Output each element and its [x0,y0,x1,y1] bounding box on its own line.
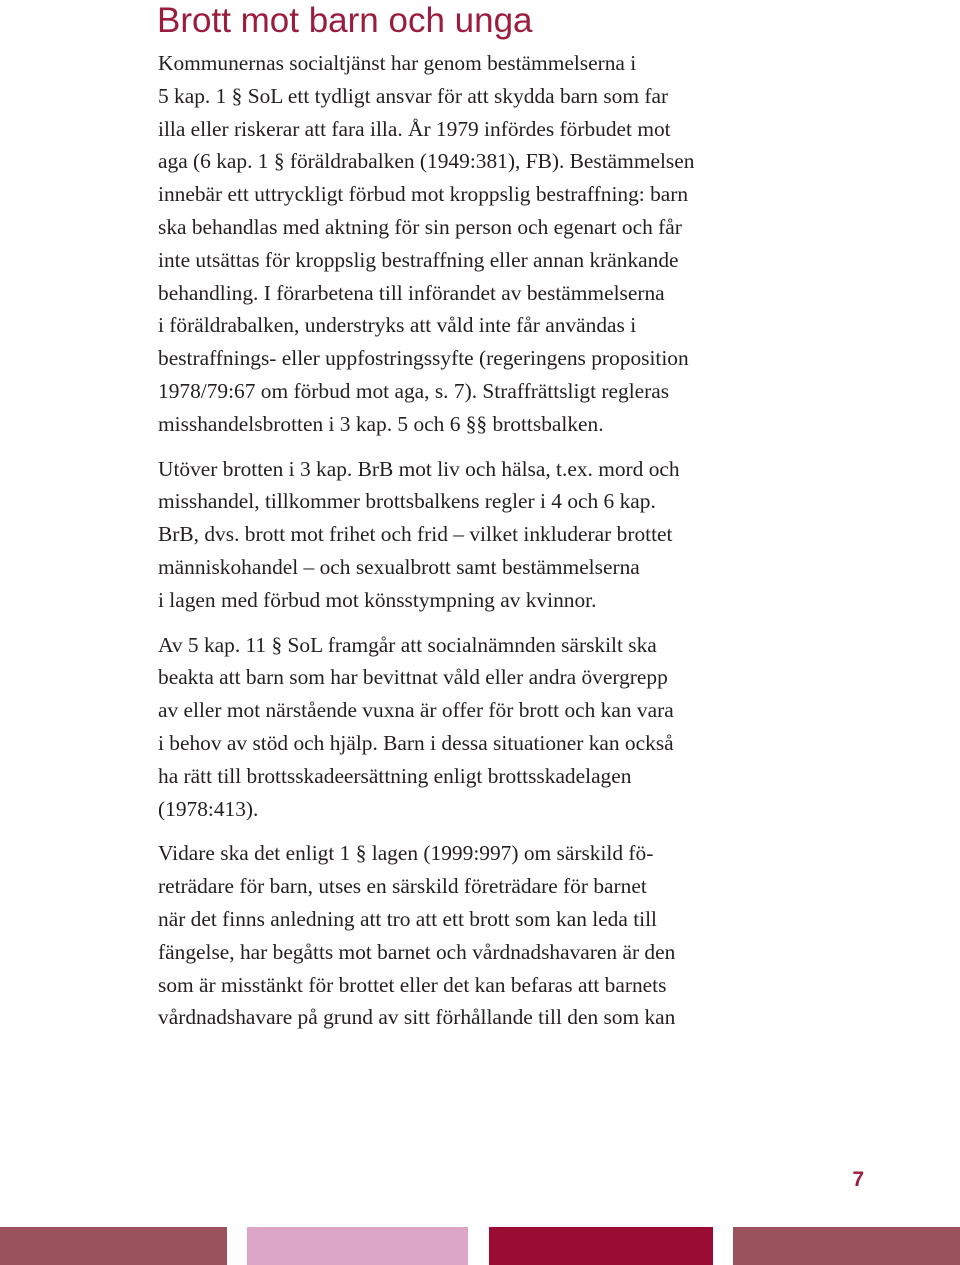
text-line: misshandelsbrotten i 3 kap. 5 och 6 §§ brottsbalken. [158,411,604,436]
footer-color-bar [0,1227,227,1265]
page-title: Brott mot barn och unga [157,1,533,40]
paragraph [158,629,818,826]
text-line: innebär ett uttryckligt förbud mot kroppslig bestraffning: barn [158,182,689,207]
text-line: Av 5 kap. 11 § SoL framgår att socialnämnden särskilt ska [158,632,657,657]
text-line: människohandel – och sexualbrott samt bestämmelserna [158,554,640,579]
text-line: aga (6 kap. 1 § föräldrabalken (1949:381), FB). Bestämmelsen [158,149,695,174]
text-line: beakta att barn som har bevittnat våld eller andra övergrepp [158,665,668,690]
footer-color-bar [733,1227,960,1265]
text-line: Vidare ska det enligt 1 § lagen (1999:997) om särskild fö- [158,841,654,866]
paragraph [158,837,818,1034]
text-line: 5 kap. 1 § SoL ett tydligt ansvar för att skydda barn som far [158,83,669,108]
footer-color-bar [489,1227,713,1265]
text-line: inte utsättas för kroppslig bestraffning eller annan kränkande [158,247,679,272]
text-line: som är misstänkt för brottet eller det kan befaras att barnets [158,972,667,997]
text-line: när det finns anledning att tro att ett brott som kan leda till [158,906,657,931]
text-line: BrB, dvs. brott mot frihet och frid – vilket inkluderar brottet [158,522,673,547]
text-line: Utöver brotten i 3 kap. BrB mot liv och hälsa, t.ex. mord och [158,456,680,481]
text-line: vårdnadshavare på grund av sitt förhållande till den som kan [158,1005,676,1030]
text-line: i lagen med förbud mot könsstympning av kvinnor. [158,587,597,612]
text-line: fängelse, har begåtts mot barnet och vårdnadshavaren är den [158,939,676,964]
text-line: behandling. I förarbetena till införandet av bestämmelserna [158,280,665,305]
text-line: i föräldrabalken, understryks att våld inte får användas i [158,313,637,338]
text-line: Kommunernas socialtjänst har genom bestämmelserna i [158,51,637,75]
text-line: 1978/79:67 om förbud mot aga, s. 7). Straffrättsligt regleras [158,378,670,403]
text-line: illa eller riskerar att fara illa. År 1979 infördes förbudet mot [158,116,671,141]
text-line: reträdare för barn, utses en särskild företrädare för barnet [158,874,647,899]
text-line: i behov av stöd och hjälp. Barn i dessa situationer kan också [158,730,674,755]
text-line: ha rätt till brottsskadeersättning enligt brottsskadelagen [158,763,632,788]
text-line: misshandel, tillkommer brottsbalkens regler i 4 och 6 kap. [158,489,656,514]
text-line: av eller mot närstående vuxna är offer för brott och kan vara [158,698,674,723]
body-text [158,47,818,1046]
text-line: ska behandlas med aktning för sin person och egenart och får [158,214,682,239]
paragraph [158,453,818,617]
text-line: (1978:413). [158,796,259,821]
paragraph [158,47,818,441]
text-line: bestraffnings- eller uppfostringssyfte (regeringens proposition [158,346,689,371]
page-number: 7 [852,1168,864,1191]
footer-color-bar [247,1227,468,1265]
